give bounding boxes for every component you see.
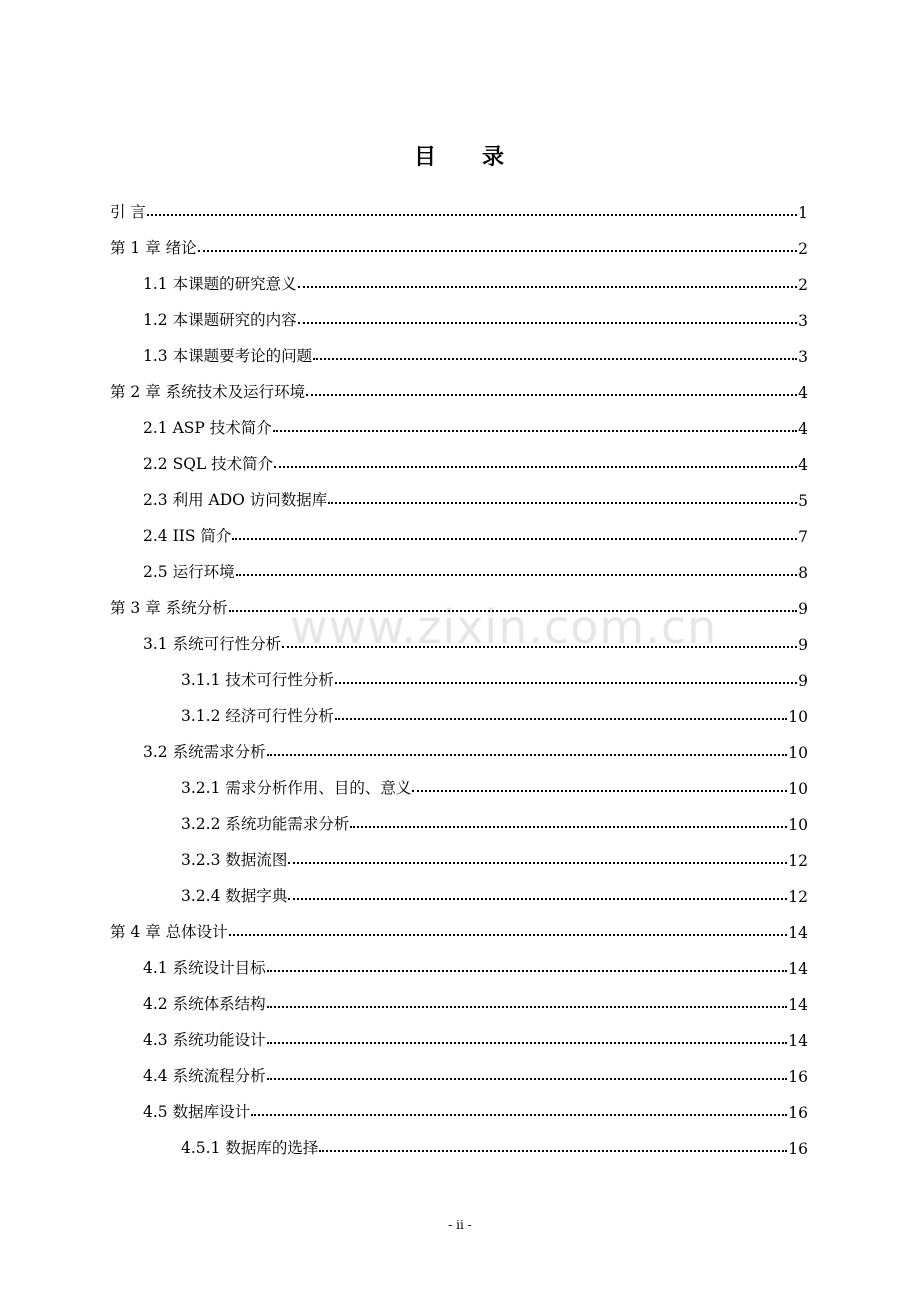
toc-leader-dots [236,574,798,576]
toc-leader-dots [274,466,797,468]
toc-entry-label: 2.5 运行环境 [143,563,235,581]
toc-leader-dots [412,790,787,792]
toc-entry-page: 3 [798,348,808,366]
toc-entry-page: 8 [798,564,808,582]
toc-entry[interactable] [143,300,808,330]
toc-entry[interactable] [181,804,808,834]
toc-leader-dots [335,718,787,720]
toc-entry[interactable] [143,444,808,474]
toc-entry-page: 16 [788,1068,808,1086]
toc-entry-label: 3.2.1 需求分析作用、目的、意义 [181,779,412,797]
watermark: www.zixin.com.cn [290,600,718,654]
toc-entry[interactable] [143,1056,808,1086]
toc-leader-dots [147,214,797,216]
toc-entry-label: 3.1 系统可行性分析 [143,635,282,653]
toc-entry-page: 4 [798,420,808,438]
toc-entry-page: 10 [788,708,808,726]
toc-entry[interactable] [181,768,808,798]
toc-entry-label: 第 4 章 总体设计 [110,923,228,941]
toc-entry-label: 3.2.4 数据字典 [181,887,288,905]
toc-leader-dots [273,430,797,432]
toc-entry-page: 9 [798,600,808,618]
toc-entry-page: 2 [798,276,808,294]
toc-leader-dots [267,754,788,756]
title-char-1: 目 [413,145,438,170]
toc-entry[interactable] [181,696,808,726]
toc-leader-dots [232,538,797,540]
toc-entry-page: 2 [798,240,808,258]
toc-entry[interactable] [110,912,808,942]
toc-leader-dots [298,322,798,324]
toc-leader-dots [229,934,788,936]
toc-entry-page: 10 [788,816,808,834]
toc-entry[interactable] [143,624,808,654]
toc-entry-page: 9 [798,636,808,654]
toc-leader-dots [313,358,797,360]
toc-leader-dots [306,394,797,396]
toc-entry-label: 2.4 IIS 简介 [143,527,232,545]
toc-entry[interactable] [110,192,808,222]
toc-entry[interactable] [143,1092,808,1122]
toc-entry-page: 9 [798,672,808,690]
toc-entry-label: 4.5 数据库设计 [143,1103,251,1121]
toc-leader-dots [298,286,798,288]
page-number-footer: - ii - [448,1218,472,1232]
toc-entry-page: 4 [798,384,808,402]
toc-entry-label: 4.4 系统流程分析 [143,1067,266,1085]
toc-entry-page: 16 [788,1140,808,1158]
toc-entry-page: 10 [788,780,808,798]
toc-leader-dots [288,898,787,900]
toc-entry-page: 10 [788,744,808,762]
toc-entry-page: 16 [788,1104,808,1122]
toc-entry-label: 2.1 ASP 技术简介 [143,419,272,437]
toc-entry[interactable] [143,1020,808,1050]
toc-entry[interactable] [181,840,808,870]
toc-entry[interactable] [143,552,808,582]
toc-entry-label: 4.5.1 数据库的选择 [181,1139,319,1157]
toc-entry[interactable] [143,336,808,366]
toc-entry-label: 第 2 章 系统技术及运行环境 [110,383,306,401]
toc-leader-dots [267,1006,788,1008]
toc-entry[interactable] [181,660,808,690]
toc-entry-page: 3 [798,312,808,330]
toc-entry-page: 14 [788,960,808,978]
toc-leader-dots [328,502,797,504]
toc-entry[interactable] [110,228,808,258]
toc-entry[interactable] [143,408,808,438]
toc-entry[interactable] [181,876,808,906]
toc-entry-label: 2.3 利用 ADO 访问数据库 [143,491,328,509]
toc-leader-dots [267,1042,788,1044]
toc-entry-page: 4 [798,456,808,474]
toc-entry-page: 12 [788,888,808,906]
toc-entry[interactable] [143,984,808,1014]
toc-entry-label: 3.2 系统需求分析 [143,743,266,761]
toc-leader-dots [282,646,797,648]
toc-entry[interactable] [143,948,808,978]
toc-entry-label: 第 3 章 系统分析 [110,599,228,617]
toc-entry-page: 14 [788,996,808,1014]
toc-entry-label: 2.2 SQL 技术简介 [143,455,274,473]
title-char-2: 录 [482,145,507,170]
toc-entry-page: 1 [798,204,808,222]
toc-leader-dots [335,682,797,684]
toc-entry[interactable] [181,1128,808,1158]
toc-leader-dots [288,862,787,864]
toc-leader-dots [319,1150,787,1152]
toc-entry-label: 引 言 [110,203,146,221]
toc-entry-page: 12 [788,852,808,870]
toc-entry-label: 3.2.2 系统功能需求分析 [181,815,350,833]
toc-entry[interactable] [143,732,808,762]
toc-leader-dots [267,1078,788,1080]
toc-entry-page: 14 [788,924,808,942]
toc-leader-dots [350,826,787,828]
toc-entry-page: 14 [788,1032,808,1050]
toc-entry[interactable] [143,480,808,510]
toc-entry-label: 4.1 系统设计目标 [143,959,266,977]
toc-entry[interactable] [143,264,808,294]
toc-entry-label: 第 1 章 绪论 [110,239,197,257]
toc-entry-label: 4.2 系统体系结构 [143,995,266,1013]
toc-entry[interactable] [110,372,808,402]
toc-entry-label: 3.1.2 经济可行性分析 [181,707,334,725]
toc-entry-label: 1.3 本课题要考论的问题 [143,347,313,365]
toc-leader-dots [267,970,788,972]
toc-entry-label: 1.2 本课题研究的内容 [143,311,297,329]
toc-leader-dots [251,1114,787,1116]
toc-leader-dots [229,610,797,612]
toc-entry[interactable] [143,516,808,546]
toc-entry-page: 7 [798,528,808,546]
toc-entry-page: 5 [798,492,808,510]
toc-entry[interactable] [110,588,808,618]
toc-entry-label: 1.1 本课题的研究意义 [143,275,297,293]
page-title [0,140,920,171]
toc-entry-label: 4.3 系统功能设计 [143,1031,266,1049]
toc-entry-label: 3.2.3 数据流图 [181,851,288,869]
toc-leader-dots [198,250,797,252]
toc-entry-label: 3.1.1 技术可行性分析 [181,671,334,689]
